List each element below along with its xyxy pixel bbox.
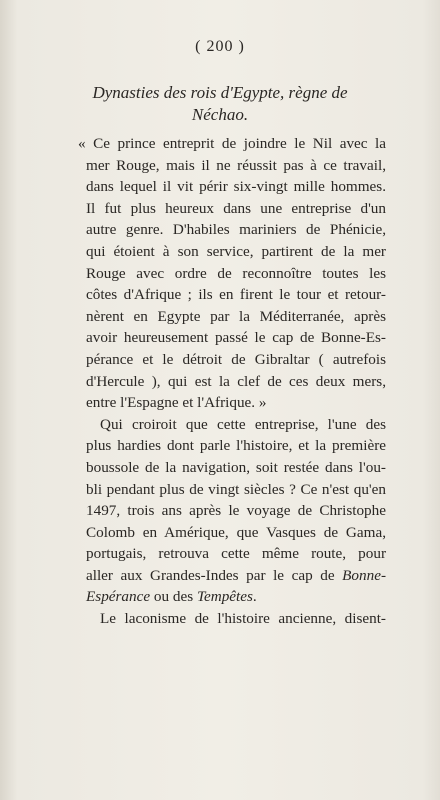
- body-text: [78, 133, 386, 630]
- paragraph-1-line: d'Hercule ), qui est la clef de ces deux mers,: [86, 372, 386, 390]
- paragraph-2-line: boussole de la navigation, soit restée dans l'ou-: [86, 458, 386, 476]
- paragraph-3-line: Le laconisme de l'histoire ancienne, disent-: [100, 610, 386, 628]
- paragraph-1-line: « Ce prince entreprit de joindre le Nil avec la: [78, 135, 386, 152]
- paragraph-2-line: [86, 586, 386, 608]
- paragraph-2-line: Colomb en Amérique, que Vasques de Gama,: [86, 523, 386, 541]
- page-number: ( 200 ): [195, 38, 245, 55]
- paragraph-2-line: 1497, trois ans après le voyage de Christophe: [86, 502, 386, 520]
- paragraph-2-line: [86, 565, 386, 587]
- paragraph-1-line: côtes d'Afrique ; ils en firent le tour et retour-: [86, 286, 386, 304]
- section-heading: [70, 82, 370, 125]
- italic-tempetes: Tempêtes: [196, 588, 253, 606]
- paragraph-1-line: entre l'Espagne et l'Afrique. »: [86, 394, 267, 412]
- paragraph-1-line: nèrent en Egypte par la Méditerranée, après: [86, 307, 386, 325]
- line-period: .: [252, 588, 257, 606]
- line-text: aller aux Grandes-Indes par le cap de: [86, 566, 335, 584]
- paragraph-1-line: qui étoient à son service, partirent de la mer: [86, 242, 386, 260]
- italic-bonne: Bonne-: [342, 566, 386, 584]
- paragraph-1-line: Rouge avec ordre de reconnoître toutes les: [86, 264, 386, 282]
- paragraph-2-line: plus hardies dont parle l'histoire, et la première: [86, 437, 386, 455]
- paragraph-1-line: Il fut plus heureux dans une entreprise d'un: [86, 199, 386, 217]
- line-text: ou des: [153, 588, 194, 606]
- paragraph-1-line: autre genre. D'habiles mariniers de Phénicie,: [86, 221, 386, 239]
- heading-line-2: Néchao.: [191, 104, 249, 124]
- paragraph-2-line: portugais, retrouva cette même route, pour: [86, 545, 386, 563]
- italic-esperance: Espérance: [86, 588, 151, 606]
- paragraph-1-line: avoir heureusement passé le cap de Bonne-Es-: [86, 329, 386, 347]
- heading-line-1: Dynasties des rois d'Egypte, règne de: [92, 83, 348, 102]
- paragraph-1-line: pérance et le détroit de Gibraltar ( autrefois: [86, 350, 386, 368]
- paragraph-1-line: mer Rouge, mais il ne réussit pas à ce travail,: [86, 156, 386, 174]
- paragraph-2-line: Qui croiroit que cette entreprise, l'une des: [100, 415, 386, 433]
- paragraph-1-line: dans lequel il vit périr six-vingt mille hommes.: [86, 178, 386, 196]
- paragraph-2-line: bli pendant plus de vingt siècles ? Ce n'est qu'en: [86, 480, 386, 498]
